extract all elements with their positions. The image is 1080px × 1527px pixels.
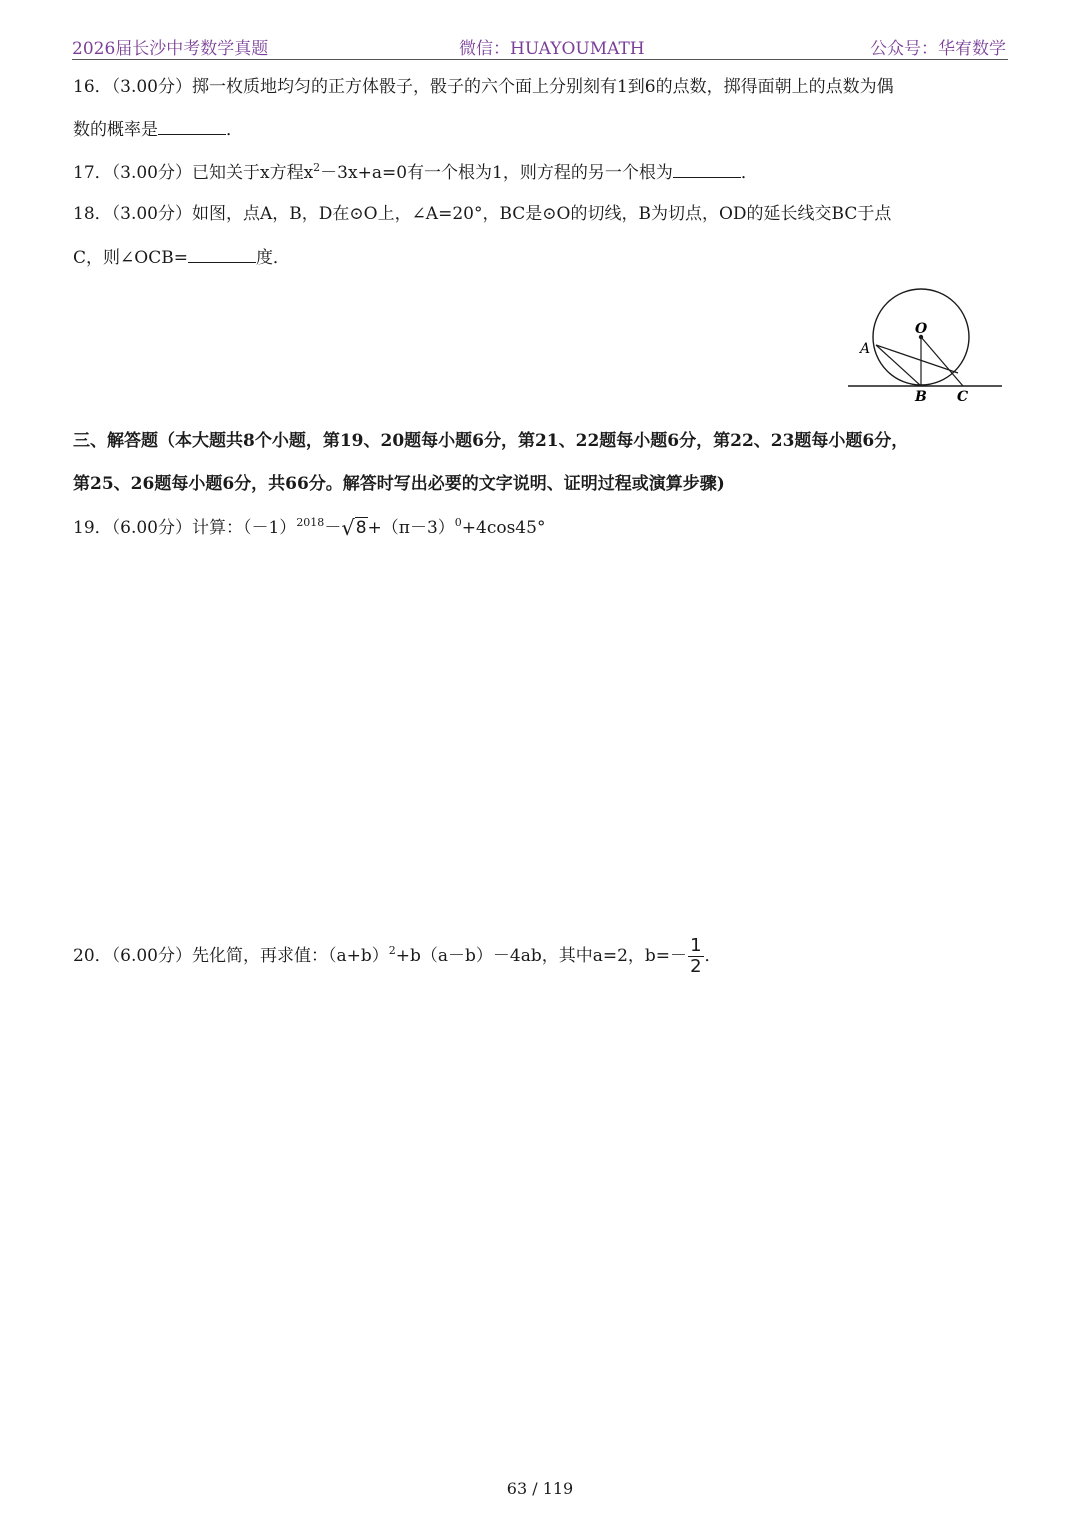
question-19-text-d: +4cos45°	[461, 518, 546, 538]
header-wechat: 微信：HUAYOUMATH	[459, 39, 645, 59]
question-17-exponent: 2	[313, 161, 321, 174]
question-18-line1: 18．（3.00分）如图，点A，B，D在⊙O上，∠A=20°，BC是⊙O的切线，B为切点，OD的延长线交BC于点	[73, 204, 892, 224]
question-17-end: ．	[740, 163, 758, 183]
label-a: A	[860, 341, 871, 357]
fraction-one-half	[688, 936, 703, 977]
segment-ad	[876, 345, 958, 373]
question-17-text-a: 17．（3.00分）已知关于x方程x	[73, 163, 314, 183]
question-18-end: 度．	[255, 248, 290, 268]
segment-oc	[921, 337, 963, 386]
question-20-text-a: 20．（6.00分）先化简，再求值：（a+b）	[73, 946, 389, 966]
fraction-numerator: 1	[690, 935, 702, 956]
question-16-text: 数的概率是	[73, 120, 158, 140]
question-18-text: C，则∠OCB=	[73, 248, 188, 268]
question-17	[73, 161, 758, 184]
question-20-text-b: +b（a－b）－4ab，其中a=2，b=－	[395, 946, 688, 966]
section-3-heading-line1: 三、解答题（本大题共8个小题，第19、20题每小题6分，第21、22题每小题6分，第22、23题每小题6分，	[73, 431, 909, 451]
circle-tangent-figure	[845, 285, 1005, 405]
header-public-account: 公众号：华宥数学	[870, 39, 1006, 59]
radicand: 8	[355, 518, 367, 538]
question-19-text-a: 19．（6.00分）计算：（－1）	[73, 518, 297, 538]
question-16-line1: 16．（3.00分）掷一枚质地均匀的正方体骰子，骰子的六个面上分别刻有1到6的点数，掷得面朝上的点数为偶	[73, 77, 894, 97]
label-o: O	[915, 321, 928, 337]
label-c: C	[957, 389, 969, 405]
question-20	[73, 934, 722, 978]
question-18-line2	[73, 246, 290, 269]
section-3-heading-line2: 第25、26题每小题6分，共66分。解答时写出必要的文字说明、证明过程或演算步骤)	[73, 474, 725, 494]
answer-blank-17	[673, 161, 741, 178]
question-19-text-c: +（π－3）	[367, 518, 455, 538]
question-19-exponent-0: 0	[454, 516, 462, 529]
fraction-denominator: 2	[690, 956, 702, 977]
question-20-end: ．	[704, 946, 722, 966]
page-number: 63 / 119	[506, 1479, 574, 1498]
question-19-exponent-2018: 2018	[296, 516, 325, 529]
label-b: B	[915, 389, 927, 405]
question-16-end: ．	[226, 120, 243, 140]
square-root: √8	[341, 516, 367, 540]
question-19-minus: －	[324, 518, 342, 538]
question-20-exponent: 2	[388, 944, 396, 957]
header-left-title: 2026届长沙中考数学真题	[72, 39, 269, 59]
question-16-line2	[73, 118, 243, 141]
header-divider	[72, 59, 1008, 60]
answer-blank-16	[158, 118, 226, 135]
answer-blank-18	[188, 246, 256, 263]
question-17-text-b: －3x+a=0有一个根为1，则方程的另一个根为	[320, 163, 673, 183]
question-19	[73, 515, 545, 539]
